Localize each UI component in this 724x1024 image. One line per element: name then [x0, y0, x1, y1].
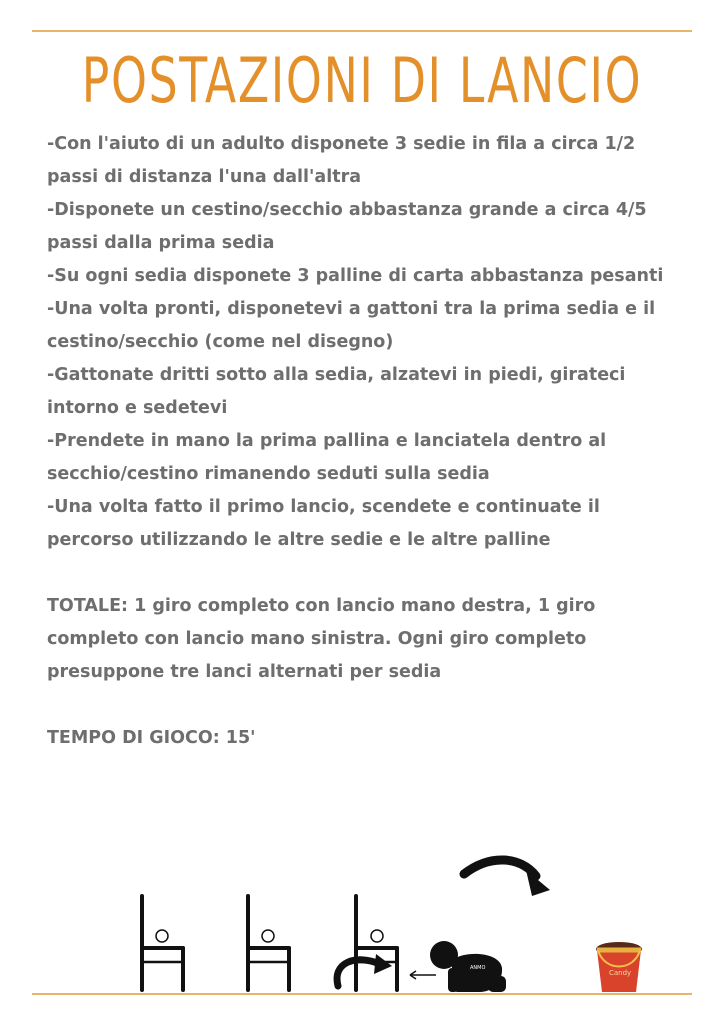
page-title: POSTAZIONI DI LANCIO: [81, 44, 643, 117]
instruction-6: -Prendete in mano la prima pallina e lanciatela dentro al secchio/cestino rimanendo seduti sulla sedia: [47, 431, 607, 484]
totale-text: TOTALE: 1 giro completo con lancio mano destra, 1 giro completo con lancio mano sinistra. Ogni giro completo presuppone tre lanci alternati per sedia: [47, 596, 596, 682]
tempo-text: TEMPO DI GIOCO: 15': [47, 728, 256, 748]
instruction-5: -Gattonate dritti sotto alla sedia, alzatevi in piedi, girateci intorno e sedetevi: [47, 365, 626, 418]
instruction-3: -Su ogni sedia disponete 3 palline di carta abbastanza pesanti: [47, 266, 664, 286]
instruction-7: -Una volta fatto il primo lancio, scendete e continuate il percorso utilizzando le altre sedie e le altre palline: [47, 497, 600, 550]
chair-1-icon: [142, 896, 183, 990]
bottom-rule: [32, 993, 692, 995]
course-illustration: [0, 840, 724, 1000]
chair-2-icon: [248, 896, 289, 990]
curved-arrow-icon: [337, 954, 392, 986]
svg-text:Candy: Candy: [609, 969, 632, 977]
arrow-to-bucket-icon: [464, 860, 550, 896]
instruction-1: -Con l'aiuto di un adulto disponete 3 sedie in fila a circa 1/2 passi di distanza l'una dall'altra: [47, 134, 636, 187]
svg-text:ANMO: ANMO: [470, 965, 486, 971]
crawling-child-icon: [430, 941, 506, 992]
chair-3-icon: [356, 896, 397, 990]
bucket-icon: [596, 942, 642, 992]
small-arrow-icon: [410, 971, 436, 979]
top-rule: [32, 30, 692, 32]
instruction-2: -Disponete un cestino/secchio abbastanza grande a circa 4/5 passi dalla prima sedia: [47, 200, 647, 253]
instructions-block: [47, 128, 687, 755]
instruction-4: -Una volta pronti, disponetevi a gattoni tra la prima sedia e il cestino/secchio (come nel disegno): [47, 299, 656, 352]
